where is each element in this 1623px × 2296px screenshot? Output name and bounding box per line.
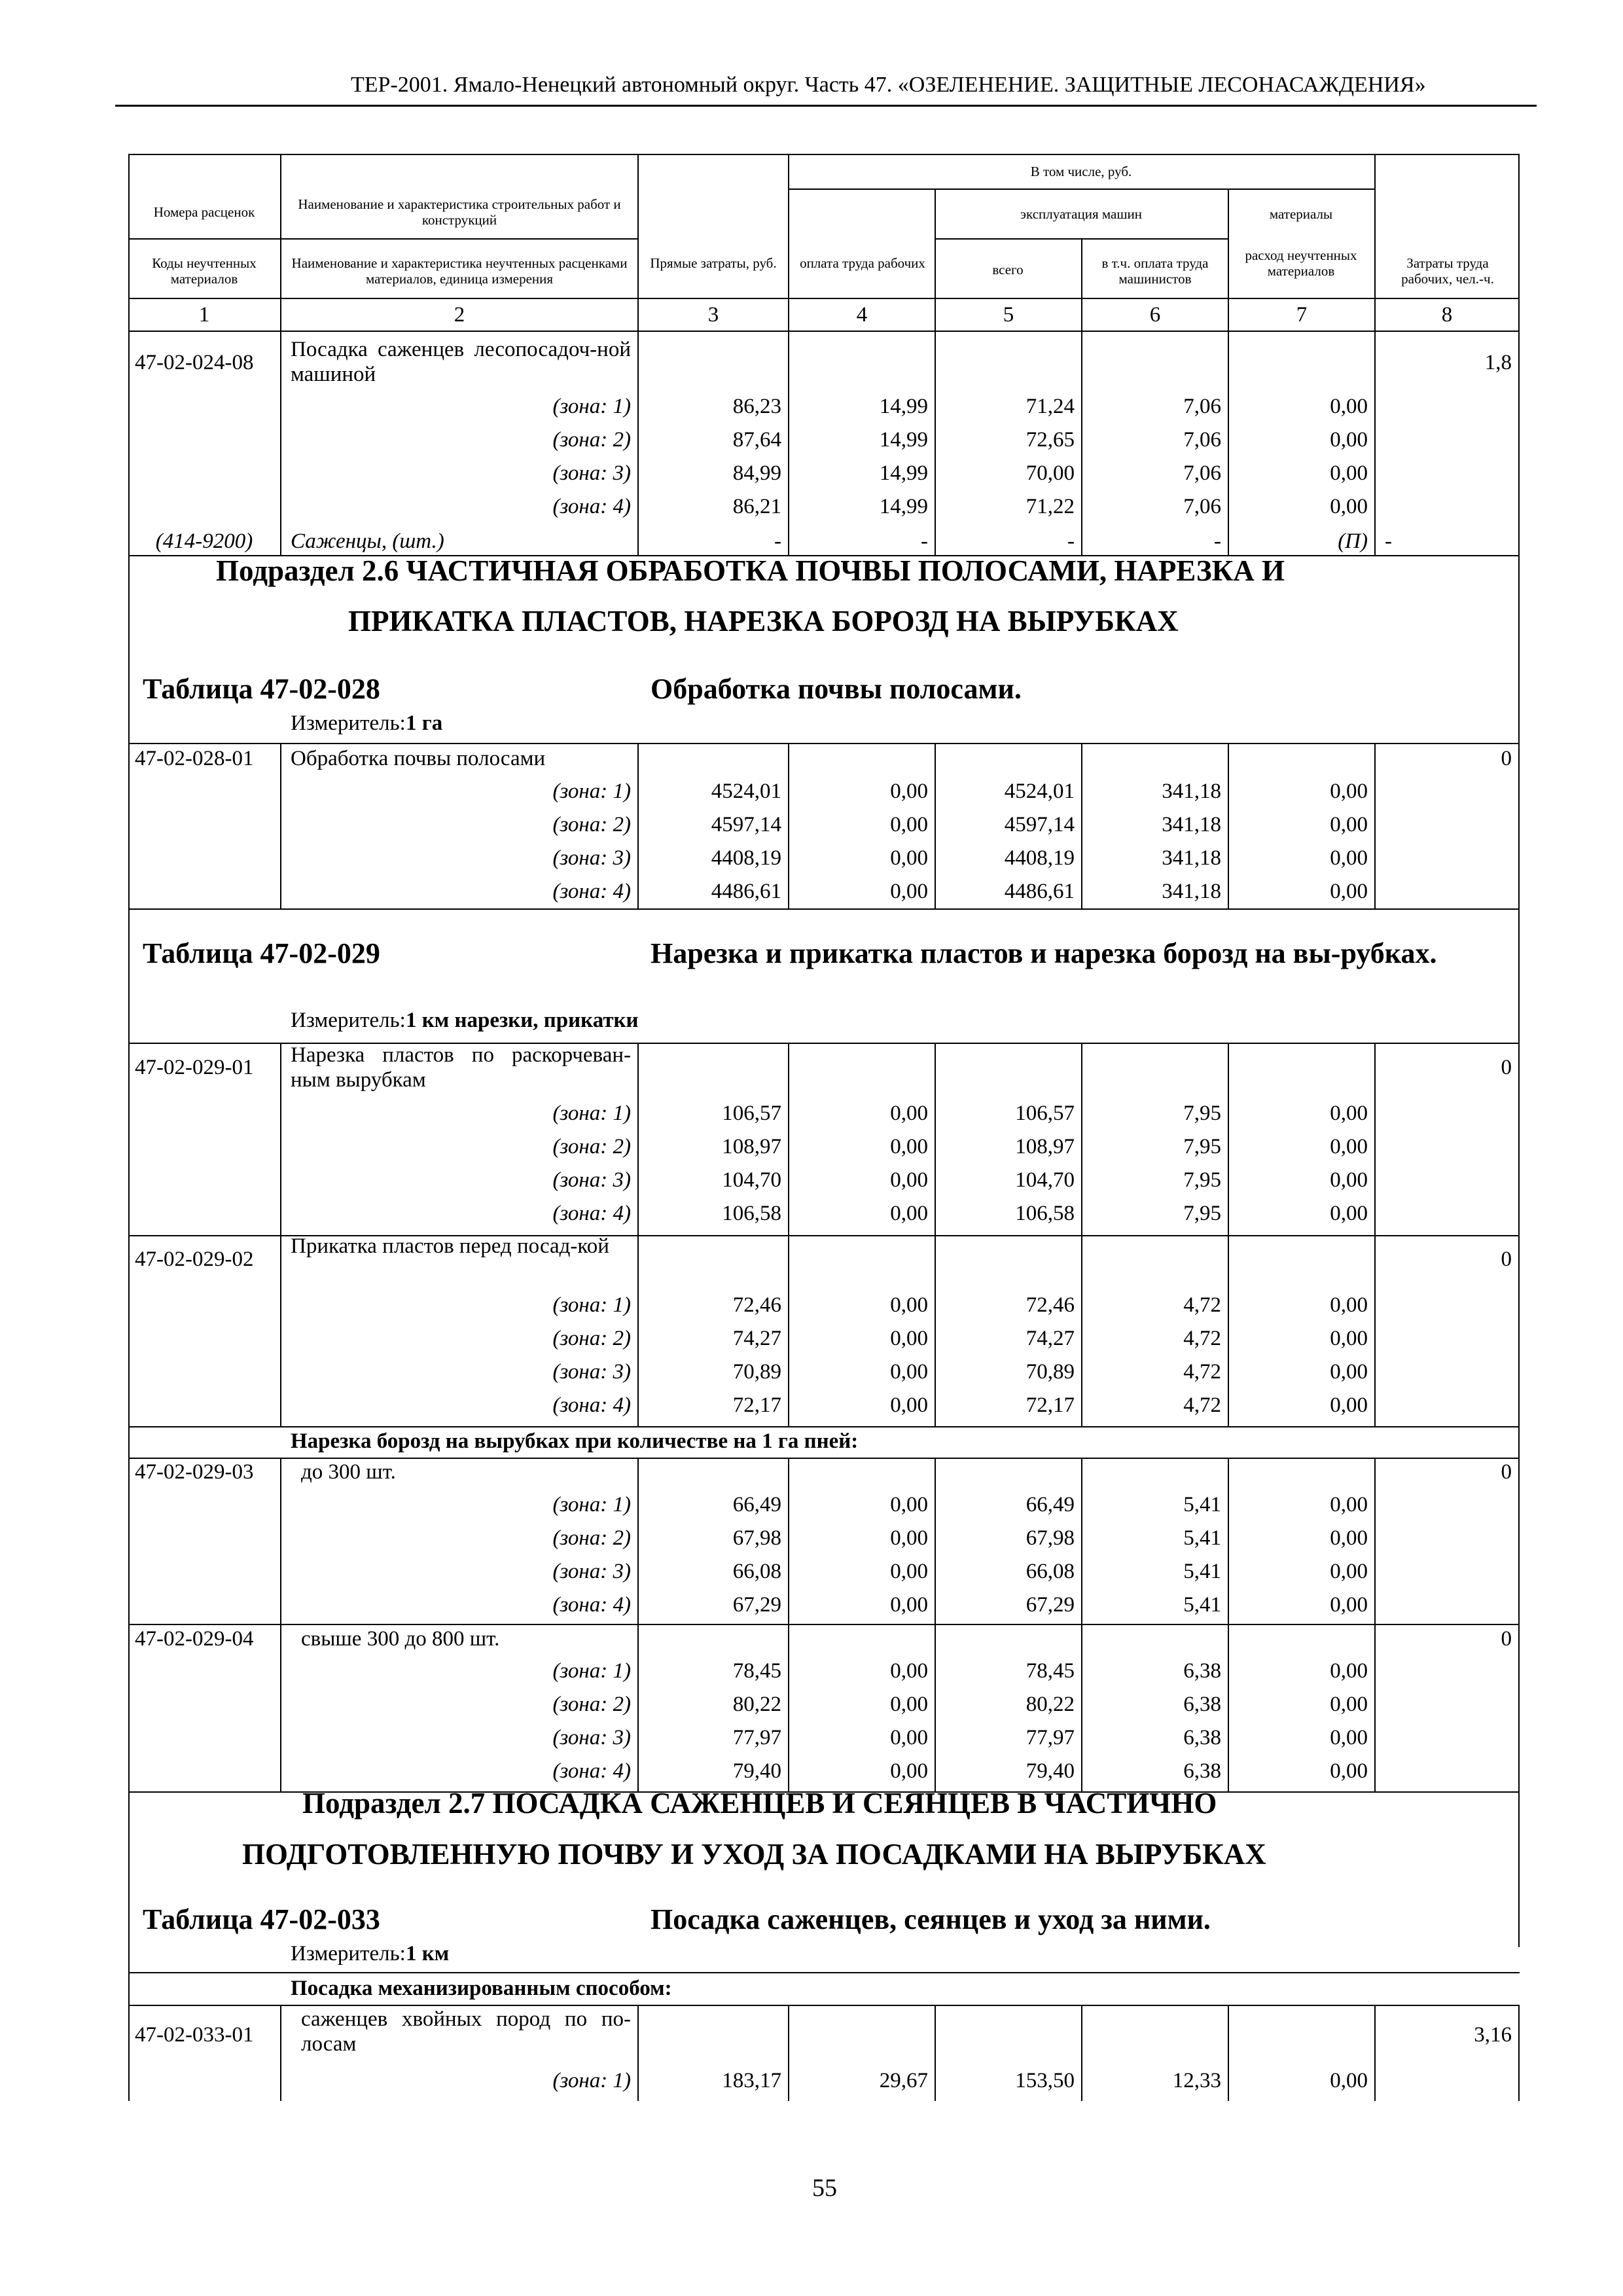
- rate-name: свыше 300 до 800 шт.: [301, 1627, 500, 1651]
- value-cell: 0,00: [890, 1659, 928, 1683]
- col6-header: в т.ч. оплата труда машинистов: [1101, 255, 1209, 287]
- material-value: -: [921, 529, 928, 553]
- value-cell: 4524,01: [711, 780, 781, 803]
- value-cell: 341,18: [1162, 780, 1221, 803]
- value-cell: 72,17: [732, 1393, 781, 1417]
- grid-line: [128, 154, 1520, 155]
- column-number: 8: [1441, 303, 1453, 327]
- column-number: 5: [1003, 303, 1014, 327]
- zone-label: (зона: 3): [552, 1726, 631, 1749]
- value-cell: 0,00: [1330, 880, 1368, 903]
- column-number: 6: [1149, 303, 1161, 327]
- value-cell: 0,00: [1330, 1393, 1368, 1417]
- value-cell: 0,00: [1330, 1202, 1368, 1225]
- grid-line: [128, 743, 1520, 744]
- rate-name: Прикатка пластов перед посад-кой: [291, 1234, 609, 1258]
- material-value: -: [774, 529, 781, 553]
- value-cell: 0,00: [1330, 1327, 1368, 1350]
- value-cell: 4597,14: [1004, 813, 1075, 836]
- value-cell: 77,97: [1026, 1726, 1075, 1749]
- value-cell: 0,00: [1330, 1693, 1368, 1716]
- value-cell: 66,08: [1026, 1560, 1075, 1583]
- grid-line: [128, 743, 130, 2101]
- value-cell: 153,50: [1015, 2069, 1075, 2092]
- zone-label: (зона: 4): [552, 880, 631, 903]
- grid-line: [1374, 2005, 1376, 2101]
- zone-label: (зона: 3): [552, 1560, 631, 1583]
- value-cell: 4,72: [1183, 1293, 1221, 1317]
- column-number: 7: [1296, 303, 1308, 327]
- grid-line: [280, 238, 637, 240]
- value-cell: 80,22: [732, 1693, 781, 1716]
- rate-name: Нарезка пластов по раскорчеван-ным вырубкам: [291, 1043, 631, 1092]
- col8-header: Затраты труда рабочих, чел.-ч.: [1401, 255, 1494, 287]
- value-cell: 87,64: [732, 428, 781, 452]
- value-cell: 0,00: [890, 1293, 928, 1317]
- zone-label: (зона: 1): [552, 1102, 631, 1125]
- value-cell: 0,00: [1330, 495, 1368, 518]
- col1-sub-header: Коды неучтенных материалов: [152, 255, 257, 287]
- rate-name: Обработка почвы полосами: [291, 747, 546, 770]
- column-number: 1: [198, 303, 210, 327]
- grid-line: [128, 2005, 1520, 2006]
- value-cell: 4597,14: [711, 813, 781, 836]
- zone-label: (зона: 1): [552, 1493, 631, 1516]
- column-number: 3: [707, 303, 719, 327]
- labor-cost: 3,16: [1474, 2023, 1512, 2047]
- column-number: 4: [856, 303, 868, 327]
- grid-line: [128, 908, 1520, 910]
- value-cell: 7,06: [1183, 461, 1221, 485]
- zone-label: (зона: 3): [552, 1360, 631, 1384]
- value-cell: 104,70: [722, 1168, 781, 1192]
- value-cell: 0,00: [890, 1759, 928, 1783]
- running-header: ТЕР-2001. Ямало-Ненецкий автономный округ. Часть 47. «ОЗЕЛЕНЕНИЕ. ЗАЩИТНЫЕ ЛЕСОНАСАЖДЕНИЯ»: [351, 73, 1426, 97]
- value-cell: 5,41: [1183, 1593, 1221, 1617]
- value-cell: 106,58: [722, 1202, 781, 1225]
- value-cell: 72,65: [1026, 428, 1075, 452]
- value-cell: 71,22: [1026, 495, 1075, 518]
- labor-cost: 1,8: [1484, 351, 1512, 374]
- subsection-title: Подраздел 2.6 ЧАСТИЧНАЯ ОБРАБОТКА ПОЧВЫ ПОЛОСАМИ, НАРЕЗКА И: [216, 554, 1285, 587]
- zone-label: (зона: 1): [552, 1659, 631, 1683]
- value-cell: 0,00: [890, 1560, 928, 1583]
- value-cell: 4,72: [1183, 1327, 1221, 1350]
- value-cell: 66,08: [732, 1560, 781, 1583]
- value-cell: 7,95: [1183, 1202, 1221, 1225]
- value-cell: 4486,61: [711, 880, 781, 903]
- zone-label: (зона: 4): [552, 1759, 631, 1783]
- value-cell: 79,40: [732, 1759, 781, 1783]
- value-cell: 0,00: [1330, 395, 1368, 418]
- labor-cost: 0: [1501, 1627, 1512, 1651]
- material-value: -: [1067, 529, 1075, 553]
- value-cell: 70,00: [1026, 461, 1075, 485]
- value-cell: 14,99: [879, 428, 928, 452]
- table-title: Посадка саженцев, сеянцев и уход за ними.: [651, 1903, 1211, 1935]
- zone-label: (зона: 4): [552, 1202, 631, 1225]
- material-value: -: [1385, 529, 1392, 553]
- value-cell: 341,18: [1162, 813, 1221, 836]
- value-cell: 7,95: [1183, 1102, 1221, 1125]
- zone-label: (зона: 2): [552, 1327, 631, 1350]
- measure-value: 1 км нарезки, прикатки: [406, 1009, 639, 1032]
- value-cell: 0,00: [1330, 461, 1368, 485]
- value-cell: 0,00: [890, 1493, 928, 1516]
- value-cell: 86,21: [732, 495, 781, 518]
- value-cell: 67,98: [732, 1526, 781, 1550]
- col2-header: Наименование и характеристика строительных работ и конструкций: [298, 196, 621, 228]
- material-value: -: [1214, 529, 1221, 553]
- value-cell: 0,00: [1330, 1759, 1368, 1783]
- value-cell: 14,99: [879, 495, 928, 518]
- value-cell: 7,06: [1183, 428, 1221, 452]
- value-cell: 0,00: [890, 1360, 928, 1384]
- grid-line: [128, 1972, 1520, 1973]
- value-cell: 0,00: [890, 1168, 928, 1192]
- measure-label: Измеритель:: [291, 711, 406, 735]
- machines-header: эксплуатация машин: [1020, 206, 1142, 222]
- col2-sub-header: Наименование и характеристика неучтенных расценками материалов, единица измерения: [291, 255, 628, 287]
- value-cell: 6,38: [1183, 1659, 1221, 1683]
- labor-cost: 0: [1501, 1056, 1512, 1079]
- value-cell: 4486,61: [1004, 880, 1075, 903]
- value-cell: 6,38: [1183, 1726, 1221, 1749]
- value-cell: 7,06: [1183, 495, 1221, 518]
- value-cell: 29,67: [879, 2069, 928, 2092]
- value-cell: 86,23: [732, 395, 781, 418]
- zone-label: (зона: 3): [552, 846, 631, 870]
- value-cell: 0,00: [1330, 1360, 1368, 1384]
- value-cell: 106,58: [1015, 1202, 1075, 1225]
- value-cell: 66,49: [732, 1493, 781, 1516]
- value-cell: 0,00: [890, 1726, 928, 1749]
- value-cell: 0,00: [1330, 846, 1368, 870]
- value-cell: 4408,19: [711, 846, 781, 870]
- zone-label: (зона: 1): [552, 1293, 631, 1317]
- zone-label: (зона: 4): [552, 1593, 631, 1617]
- subsection-title: ПРИКАТКА ПЛАСТОВ, НАРЕЗКА БОРОЗД НА ВЫРУБКАХ: [348, 605, 1179, 637]
- zone-label: (зона: 4): [552, 495, 631, 518]
- rate-code: 47-02-029-04: [135, 1627, 254, 1651]
- value-cell: 72,46: [732, 1293, 781, 1317]
- rate-code: 47-02-029-01: [135, 1056, 254, 1079]
- value-cell: 4408,19: [1004, 846, 1075, 870]
- value-cell: 0,00: [1330, 780, 1368, 803]
- value-cell: 12,33: [1172, 2069, 1221, 2092]
- group-heading: Посадка механизированным способом:: [291, 1977, 672, 2000]
- table-title: Обработка почвы полосами.: [651, 673, 1022, 705]
- labor-cost: 0: [1501, 1460, 1512, 1484]
- value-cell: 0,00: [1330, 2069, 1368, 2092]
- value-cell: 5,41: [1183, 1526, 1221, 1550]
- value-cell: 0,00: [1330, 1493, 1368, 1516]
- value-cell: 5,41: [1183, 1560, 1221, 1583]
- header-rule: [115, 105, 1537, 107]
- value-cell: 104,70: [1015, 1168, 1075, 1192]
- rate-code: 47-02-033-01: [135, 2023, 254, 2047]
- value-cell: 7,06: [1183, 395, 1221, 418]
- grid-line: [788, 188, 1374, 190]
- grid-line: [128, 1426, 1520, 1427]
- measure-value: 1 км: [406, 1942, 450, 1965]
- grid-line: [1374, 1043, 1376, 1426]
- value-cell: 4,72: [1183, 1360, 1221, 1384]
- value-cell: 67,29: [1026, 1593, 1075, 1617]
- value-cell: 7,95: [1183, 1168, 1221, 1192]
- value-cell: 341,18: [1162, 846, 1221, 870]
- measure-label: Измеритель:: [291, 1009, 406, 1032]
- value-cell: 0,00: [890, 1393, 928, 1417]
- value-cell: 108,97: [722, 1135, 781, 1158]
- material-value: (П): [1338, 529, 1368, 553]
- value-cell: 0,00: [890, 1526, 928, 1550]
- value-cell: 0,00: [890, 846, 928, 870]
- zone-label: (зона: 1): [552, 395, 631, 418]
- zone-label: (зона: 2): [552, 1693, 631, 1716]
- value-cell: 5,41: [1183, 1493, 1221, 1516]
- value-cell: 108,97: [1015, 1135, 1075, 1158]
- value-cell: 14,99: [879, 461, 928, 485]
- value-cell: 6,38: [1183, 1759, 1221, 1783]
- value-cell: 341,18: [1162, 880, 1221, 903]
- value-cell: 0,00: [1330, 1168, 1368, 1192]
- rate-code: 47-02-029-03: [135, 1460, 254, 1484]
- col4-header: оплата труда рабочих: [800, 255, 925, 271]
- value-cell: 66,49: [1026, 1493, 1075, 1516]
- value-cell: 0,00: [1330, 813, 1368, 836]
- measure-label: Измеритель:: [291, 1942, 406, 1965]
- value-cell: 72,17: [1026, 1393, 1075, 1417]
- rate-code: 47-02-029-02: [135, 1247, 254, 1271]
- value-cell: 0,00: [890, 1327, 928, 1350]
- col7-header: расход неучтенных материалов: [1245, 247, 1357, 279]
- value-cell: 7,95: [1183, 1135, 1221, 1158]
- value-cell: 0,00: [1330, 1560, 1368, 1583]
- value-cell: 70,89: [732, 1360, 781, 1384]
- value-cell: 0,00: [1330, 1659, 1368, 1683]
- grid-line: [1518, 2005, 1520, 2101]
- value-cell: 6,38: [1183, 1693, 1221, 1716]
- group-heading: Нарезка борозд на вырубках при количестве на 1 га пней:: [291, 1429, 859, 1453]
- zone-label: (зона: 3): [552, 461, 631, 485]
- grid-line: [1518, 154, 1520, 1947]
- value-cell: 0,00: [890, 1202, 928, 1225]
- rate-name: Посадка саженцев лесопосадоч-ной машиной: [291, 338, 631, 386]
- zone-label: (зона: 2): [552, 1526, 631, 1550]
- zone-label: (зона: 3): [552, 1168, 631, 1192]
- value-cell: 0,00: [890, 1135, 928, 1158]
- materials-header: материалы: [1269, 206, 1333, 222]
- value-cell: 71,24: [1026, 395, 1075, 418]
- material-name: Саженцы, (шт.): [291, 529, 444, 553]
- table-label: Таблица 47-02-028: [143, 673, 380, 705]
- value-cell: 0,00: [890, 1593, 928, 1617]
- value-cell: 78,45: [1026, 1659, 1075, 1683]
- zone-label: (зона: 1): [552, 2069, 631, 2092]
- value-cell: 4,72: [1183, 1393, 1221, 1417]
- subsection-title: ПОДГОТОВЛЕННУЮ ПОЧВУ И УХОД ЗА ПОСАДКАМИ НА ВЫРУБКАХ: [242, 1838, 1266, 1871]
- zone-label: (зона: 1): [552, 780, 631, 803]
- subsection-title: Подраздел 2.7 ПОСАДКА САЖЕНЦЕВ И СЕЯНЦЕВ В ЧАСТИЧНО: [302, 1787, 1217, 1820]
- value-cell: 79,40: [1026, 1759, 1075, 1783]
- grid-line: [128, 298, 1520, 299]
- labor-cost: 0: [1501, 1247, 1512, 1271]
- material-code: (414-9200): [155, 529, 253, 553]
- zone-label: (зона: 2): [552, 813, 631, 836]
- value-cell: 70,89: [1026, 1360, 1075, 1384]
- grid-line: [128, 555, 130, 743]
- value-cell: 74,27: [732, 1327, 781, 1350]
- value-cell: 0,00: [1330, 1593, 1368, 1617]
- page-number: 55: [812, 2174, 837, 2202]
- included-header: В том числе, руб.: [1030, 164, 1132, 179]
- value-cell: 84,99: [732, 461, 781, 485]
- rate-code: 47-02-024-08: [135, 351, 254, 374]
- value-cell: 0,00: [890, 1102, 928, 1125]
- value-cell: 0,00: [1330, 1293, 1368, 1317]
- value-cell: 106,57: [1015, 1102, 1075, 1125]
- labor-cost: 0: [1501, 747, 1512, 770]
- rate-code: 47-02-028-01: [135, 747, 254, 770]
- table-title: Нарезка и прикатка пластов и нарезка борозд на вы-рубках.: [651, 937, 1437, 969]
- grid-line: [1374, 1458, 1376, 1791]
- value-cell: 0,00: [890, 780, 928, 803]
- rate-name: саженцев хвойных пород по по-лосам: [301, 2007, 631, 2056]
- table-label: Таблица 47-02-029: [143, 937, 380, 969]
- grid-line: [128, 238, 280, 240]
- value-cell: 0,00: [890, 1693, 928, 1716]
- value-cell: 183,17: [722, 2069, 781, 2092]
- value-cell: 80,22: [1026, 1693, 1075, 1716]
- grid-line: [128, 1458, 1520, 1459]
- zone-label: (зона: 2): [552, 428, 631, 452]
- table-label: Таблица 47-02-033: [143, 1903, 380, 1935]
- value-cell: 0,00: [1330, 428, 1368, 452]
- value-cell: 67,29: [732, 1593, 781, 1617]
- zone-label: (зона: 4): [552, 1393, 631, 1417]
- value-cell: 14,99: [879, 395, 928, 418]
- value-cell: 4524,01: [1004, 780, 1075, 803]
- value-cell: 0,00: [1330, 1135, 1368, 1158]
- value-cell: 77,97: [732, 1726, 781, 1749]
- value-cell: 0,00: [1330, 1526, 1368, 1550]
- value-cell: 0,00: [890, 880, 928, 903]
- grid-line: [128, 331, 1520, 332]
- column-number: 2: [454, 303, 465, 327]
- value-cell: 74,27: [1026, 1327, 1075, 1350]
- value-cell: 106,57: [722, 1102, 781, 1125]
- measure-value: 1 га: [406, 711, 443, 735]
- col5-header: всего: [992, 262, 1024, 278]
- value-cell: 78,45: [732, 1659, 781, 1683]
- value-cell: 67,98: [1026, 1526, 1075, 1550]
- grid-line: [128, 1624, 1520, 1625]
- col1-header: Номера расценок: [153, 204, 255, 220]
- value-cell: 0,00: [890, 813, 928, 836]
- zone-label: (зона: 2): [552, 1135, 631, 1158]
- value-cell: 72,46: [1026, 1293, 1075, 1317]
- rate-name: до 300 шт.: [301, 1460, 396, 1484]
- col3-header: Прямые затраты, руб.: [650, 255, 777, 271]
- value-cell: 0,00: [1330, 1102, 1368, 1125]
- value-cell: 0,00: [1330, 1726, 1368, 1749]
